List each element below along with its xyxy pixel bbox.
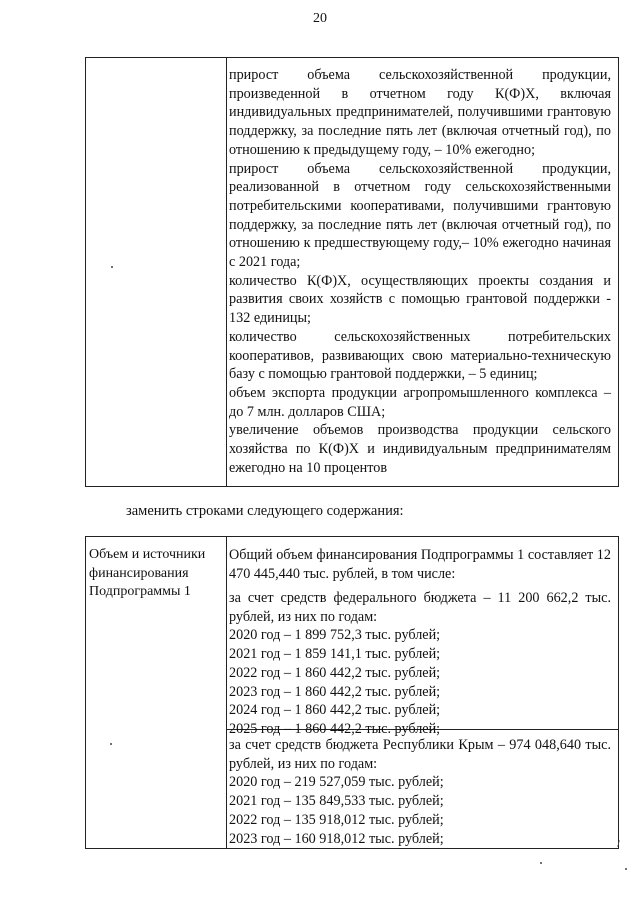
indicators-cell [229,66,611,477]
financing-table [85,536,619,849]
federal-year: 2023 год – 1 860 442,2 тыс. рублей; [229,683,441,700]
federal-year: 2020 год – 1 899 752,3 тыс. рублей; [229,627,441,644]
page-number: 20 [313,11,327,26]
scan-mark: / [617,838,621,850]
scan-dot [540,862,542,864]
scan-dot [625,868,627,870]
indicators-table [85,57,619,487]
federal-year: 2022 год – 1 860 442,2 тыс. рублей; [229,664,441,681]
republic-year: 2021 год – 135 849,533 тыс. рублей; [229,793,444,810]
republic-budget-block [229,736,611,848]
indicator-paragraph: количество сельскохозяйственных потребительских кооперативов, развивающих свою материально-техническую базу с помощью грантовой поддержки, – 5 единиц; [229,328,611,383]
indicator-paragraph: прирост объема сельскохозяйственной продукции, произведенной в отчетном году К(Ф)Х, включая индивидуальных предпринимателей, получившими грантовую поддержку, за последние пять лет (включая отчетный год), по отношению к предыдущему году, – 10% ежегодно; [229,67,611,158]
scan-dot [111,266,113,268]
column-divider [226,537,227,848]
financing-total: Общий объем финансирования Подпрограммы 1 составляет 12 470 445,440 тыс. рублей, в том числе: [229,547,611,582]
republic-year: 2020 год – 219 527,059 тыс. рублей; [229,774,444,791]
indicator-paragraph: прирост объема сельскохозяйственной продукции, реализованной в отчетном году сельскохозяйственными потребительскими кооперативами, получившими грантовую поддержку, за последние пять лет (включая отчетный год), по отношению к предшествующему году,– 10% ежегодно начиная с 2021 года; [229,160,611,271]
federal-budget-block [229,589,611,739]
indicator-paragraph: увеличение объемов производства продукции сельского хозяйства по К(Ф)Х и индивидуальным предпринимателям ежегодно на 10 процентов [229,422,611,476]
column-divider [226,58,227,486]
republic-year: 2022 год – 135 918,012 тыс. рублей; [229,811,444,828]
indicator-paragraph: объем экспорта продукции агропромышленного комплекса – до 7 млн. долларов США; [229,384,611,420]
indicator-paragraph: количество К(Ф)Х, осуществляющих проекты создания и развития своих хозяйств с помощью грантовой поддержки - 132 единицы; [229,272,611,327]
republic-year: 2023 год – 160 918,012 тыс. рублей; [229,830,444,847]
federal-year: 2021 год – 1 859 141,1 тыс. рублей; [229,646,441,663]
federal-year: 2025 год – 1 860 442,2 тыс. рублей; [229,720,441,737]
financing-label: Объем и источники финансирования Подпрограммы 1 [89,547,206,600]
federal-header: за счет средств федерального бюджета – 11 200 662,2 тыс. рублей, из них по годам: [229,590,611,625]
republic-header: за счет средств бюджета Республики Крым – 974 048,640 тыс. рублей, из них по годам: [229,737,611,772]
scan-dot [110,743,112,745]
replacement-intro: заменить строками следующего содержания: [126,503,404,519]
federal-year: 2024 год – 1 860 442,2 тыс. рублей; [229,702,441,719]
